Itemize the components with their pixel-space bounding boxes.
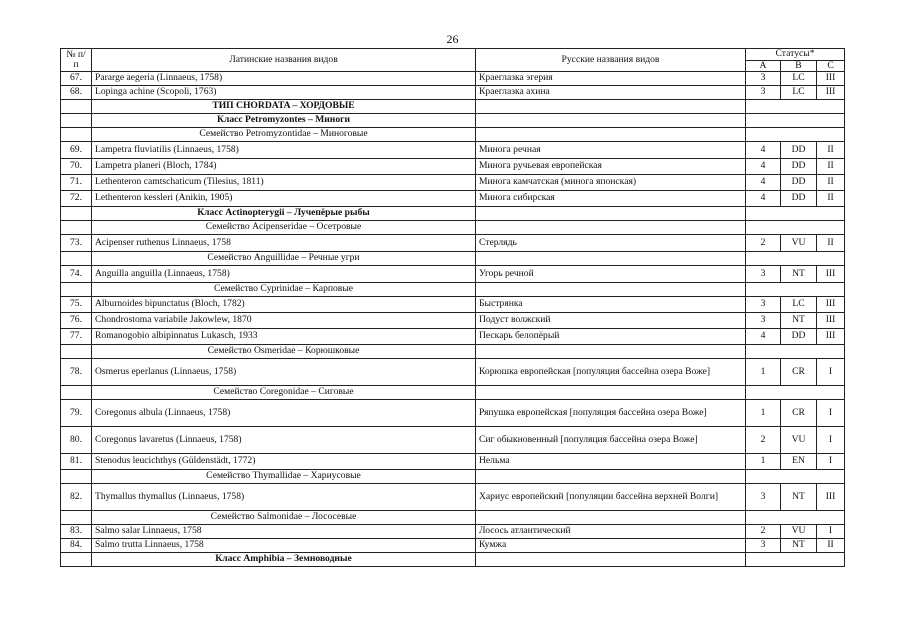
table-row <box>61 400 845 427</box>
status-c: II <box>817 175 845 191</box>
table-row <box>61 86 845 100</box>
species-table <box>60 48 845 567</box>
row-number: 76. <box>61 313 92 329</box>
section-title: Семейство Osmeridae – Корюшковые <box>92 345 476 359</box>
table-row <box>61 454 845 470</box>
russian-name: Подуст волжский <box>476 313 746 329</box>
status-b: CR <box>781 359 817 386</box>
section-title: Семейство Petromyzontidae – Миноговые <box>92 128 476 142</box>
russian-name: Сиг обыкновенный [популяция бассейна озера Воже] <box>476 427 746 454</box>
header-num: № п/п <box>61 49 92 72</box>
table-row <box>61 484 845 511</box>
page-number: 26 <box>446 32 459 46</box>
russian-name: Угорь речной <box>476 266 746 283</box>
table-section-row <box>61 128 845 142</box>
latin-name: Alburnoides bipunctatus (Bloch, 1782) <box>92 297 476 313</box>
status-c: III <box>817 484 845 511</box>
row-number: 81. <box>61 454 92 470</box>
status-b: VU <box>781 235 817 252</box>
table-section-row <box>61 283 845 297</box>
table-row <box>61 539 845 553</box>
empty-cell <box>61 128 92 142</box>
table-section-row <box>61 221 845 235</box>
empty-cell <box>61 252 92 266</box>
empty-cell <box>61 386 92 400</box>
empty-cell <box>61 221 92 235</box>
status-b: VU <box>781 525 817 539</box>
russian-name: Пескарь белопёрый <box>476 329 746 345</box>
status-a: 3 <box>746 266 781 283</box>
status-c: II <box>817 235 845 252</box>
latin-name: Coregonus albula (Linnaeus, 1758) <box>92 400 476 427</box>
section-title: Класс Petromyzontes – Миноги <box>92 114 476 128</box>
section-title: Семейство Salmonidae – Лососевые <box>92 511 476 525</box>
empty-cell <box>61 114 92 128</box>
status-b: DD <box>781 329 817 345</box>
latin-name: Lopinga achine (Scopoli, 1763) <box>92 86 476 100</box>
latin-name: Lethenteron camtschaticum (Tilesius, 1811) <box>92 175 476 191</box>
table-section-row <box>61 252 845 266</box>
russian-name: Краеглазка ахина <box>476 86 746 100</box>
status-a: 2 <box>746 235 781 252</box>
status-a: 2 <box>746 427 781 454</box>
status-a: 3 <box>746 297 781 313</box>
status-b: DD <box>781 191 817 207</box>
empty-cell <box>746 345 845 359</box>
status-c: I <box>817 427 845 454</box>
status-a: 4 <box>746 159 781 175</box>
status-b: LC <box>781 297 817 313</box>
russian-name: Минога речная <box>476 142 746 159</box>
status-b: NT <box>781 313 817 329</box>
status-b: DD <box>781 142 817 159</box>
latin-name: Stenodus leucichthys (Güldenstädt, 1772) <box>92 454 476 470</box>
table-section-row <box>61 553 845 567</box>
empty-cell <box>746 511 845 525</box>
status-c: III <box>817 72 845 86</box>
header-latin: Латинские названия видов <box>92 49 476 72</box>
empty-cell <box>476 114 746 128</box>
row-number: 83. <box>61 525 92 539</box>
latin-name: Anguilla anguilla (Linnaeus, 1758) <box>92 266 476 283</box>
empty-cell <box>61 283 92 297</box>
section-title: Семейство Thymallidae – Хариусовые <box>92 470 476 484</box>
status-b: EN <box>781 454 817 470</box>
section-title: ТИП CHORDATA – ХОРДОВЫЕ <box>92 100 476 114</box>
russian-name: Минога камчатская (минога японская) <box>476 175 746 191</box>
latin-name: Lethenteron kessleri (Anikin, 1905) <box>92 191 476 207</box>
status-b: VU <box>781 427 817 454</box>
status-c: I <box>817 359 845 386</box>
table-section-row <box>61 345 845 359</box>
row-number: 79. <box>61 400 92 427</box>
status-a: 2 <box>746 525 781 539</box>
header-status-b: B <box>781 60 817 72</box>
table-row <box>61 142 845 159</box>
status-a: 1 <box>746 359 781 386</box>
section-title: Семейство Acipenseridae – Осетровые <box>92 221 476 235</box>
empty-cell <box>746 386 845 400</box>
empty-cell <box>476 345 746 359</box>
russian-name: Хариус европейский [популяции бассейна верхней Волги] <box>476 484 746 511</box>
section-title: Класс Actinopterygii – Лучепёрые рыбы <box>92 207 476 221</box>
empty-cell <box>476 470 746 484</box>
table-row <box>61 313 845 329</box>
empty-cell <box>476 100 746 114</box>
russian-name: Ряпушка европейская [популяция бассейна озера Воже] <box>476 400 746 427</box>
status-c: II <box>817 191 845 207</box>
russian-name: Минога сибирская <box>476 191 746 207</box>
empty-cell <box>61 207 92 221</box>
status-b: DD <box>781 159 817 175</box>
latin-name: Osmerus eperlanus (Linnaeus, 1758) <box>92 359 476 386</box>
empty-cell <box>476 553 746 567</box>
empty-cell <box>746 128 845 142</box>
row-number: 69. <box>61 142 92 159</box>
empty-cell <box>476 128 746 142</box>
status-c: II <box>817 142 845 159</box>
table-row <box>61 359 845 386</box>
status-a: 3 <box>746 484 781 511</box>
table-section-row <box>61 207 845 221</box>
latin-name: Chondrostoma variabile Jakowlew, 1870 <box>92 313 476 329</box>
header-status-c: C <box>817 60 845 72</box>
latin-name: Salmo salar Linnaeus, 1758 <box>92 525 476 539</box>
latin-name: Lampetra fluviatilis (Linnaeus, 1758) <box>92 142 476 159</box>
table-section-row <box>61 470 845 484</box>
table-section-row <box>61 386 845 400</box>
empty-cell <box>476 283 746 297</box>
empty-cell <box>746 470 845 484</box>
empty-cell <box>61 345 92 359</box>
row-number: 78. <box>61 359 92 386</box>
status-c: III <box>817 86 845 100</box>
status-a: 3 <box>746 313 781 329</box>
header-status-a: A <box>746 60 781 72</box>
russian-name: Нельма <box>476 454 746 470</box>
empty-cell <box>476 252 746 266</box>
status-c: II <box>817 539 845 553</box>
status-a: 1 <box>746 454 781 470</box>
status-a: 3 <box>746 539 781 553</box>
status-c: III <box>817 266 845 283</box>
russian-name: Лосось атлантический <box>476 525 746 539</box>
empty-cell <box>746 221 845 235</box>
status-a: 3 <box>746 86 781 100</box>
empty-cell <box>746 252 845 266</box>
table-row <box>61 175 845 191</box>
status-c: I <box>817 525 845 539</box>
row-number: 70. <box>61 159 92 175</box>
latin-name: Lampetra planeri (Bloch, 1784) <box>92 159 476 175</box>
status-b: LC <box>781 72 817 86</box>
status-a: 4 <box>746 329 781 345</box>
row-number: 67. <box>61 72 92 86</box>
status-c: I <box>817 454 845 470</box>
table-row <box>61 191 845 207</box>
row-number: 72. <box>61 191 92 207</box>
status-a: 4 <box>746 142 781 159</box>
latin-name: Salmo trutta Linnaeus, 1758 <box>92 539 476 553</box>
empty-cell <box>746 283 845 297</box>
status-c: III <box>817 313 845 329</box>
row-number: 82. <box>61 484 92 511</box>
empty-cell <box>476 207 746 221</box>
table-row <box>61 72 845 86</box>
status-a: 4 <box>746 191 781 207</box>
status-a: 1 <box>746 400 781 427</box>
table-section-row <box>61 114 845 128</box>
russian-name: Стерлядь <box>476 235 746 252</box>
russian-name: Минога ручьевая европейская <box>476 159 746 175</box>
table-row <box>61 266 845 283</box>
latin-name: Coregonus lavaretus (Linnaeus, 1758) <box>92 427 476 454</box>
table-section-row <box>61 100 845 114</box>
empty-cell <box>746 553 845 567</box>
row-number: 74. <box>61 266 92 283</box>
header-russian: Русские названия видов <box>476 49 746 72</box>
russian-name: Кумжа <box>476 539 746 553</box>
status-c: II <box>817 159 845 175</box>
empty-cell <box>476 221 746 235</box>
status-c: III <box>817 329 845 345</box>
empty-cell <box>746 114 845 128</box>
table-row <box>61 525 845 539</box>
status-c: III <box>817 297 845 313</box>
empty-cell <box>476 511 746 525</box>
empty-cell <box>61 470 92 484</box>
table-row <box>61 235 845 252</box>
section-title: Семейство Cyprinidae – Карповые <box>92 283 476 297</box>
table-row <box>61 297 845 313</box>
empty-cell <box>61 553 92 567</box>
empty-cell <box>476 386 746 400</box>
status-c: I <box>817 400 845 427</box>
header-statuses: Статусы* <box>746 49 845 61</box>
latin-name: Thymallus thymallus (Linnaeus, 1758) <box>92 484 476 511</box>
status-b: NT <box>781 266 817 283</box>
empty-cell <box>61 100 92 114</box>
section-title: Семейство Coregonidae – Сиговые <box>92 386 476 400</box>
status-b: DD <box>781 175 817 191</box>
row-number: 73. <box>61 235 92 252</box>
table-body <box>61 72 845 567</box>
row-number: 84. <box>61 539 92 553</box>
empty-cell <box>746 100 845 114</box>
status-b: CR <box>781 400 817 427</box>
table-row <box>61 427 845 454</box>
empty-cell <box>61 511 92 525</box>
section-title: Класс Amphibia – Земноводные <box>92 553 476 567</box>
status-a: 3 <box>746 72 781 86</box>
russian-name: Быстрянка <box>476 297 746 313</box>
latin-name: Pararge aegeria (Linnaeus, 1758) <box>92 72 476 86</box>
latin-name: Romanogobio albipinnatus Lukasch, 1933 <box>92 329 476 345</box>
latin-name: Acipenser ruthenus Linnaeus, 1758 <box>92 235 476 252</box>
status-a: 4 <box>746 175 781 191</box>
row-number: 80. <box>61 427 92 454</box>
row-number: 71. <box>61 175 92 191</box>
row-number: 75. <box>61 297 92 313</box>
status-b: NT <box>781 484 817 511</box>
empty-cell <box>746 207 845 221</box>
table-row <box>61 159 845 175</box>
russian-name: Корюшка европейская [популяция бассейна озера Воже] <box>476 359 746 386</box>
section-title: Семейство Anguillidae – Речные угри <box>92 252 476 266</box>
table-row <box>61 329 845 345</box>
status-b: LC <box>781 86 817 100</box>
row-number: 68. <box>61 86 92 100</box>
russian-name: Краеглазка эгерия <box>476 72 746 86</box>
table-section-row <box>61 511 845 525</box>
status-b: NT <box>781 539 817 553</box>
row-number: 77. <box>61 329 92 345</box>
